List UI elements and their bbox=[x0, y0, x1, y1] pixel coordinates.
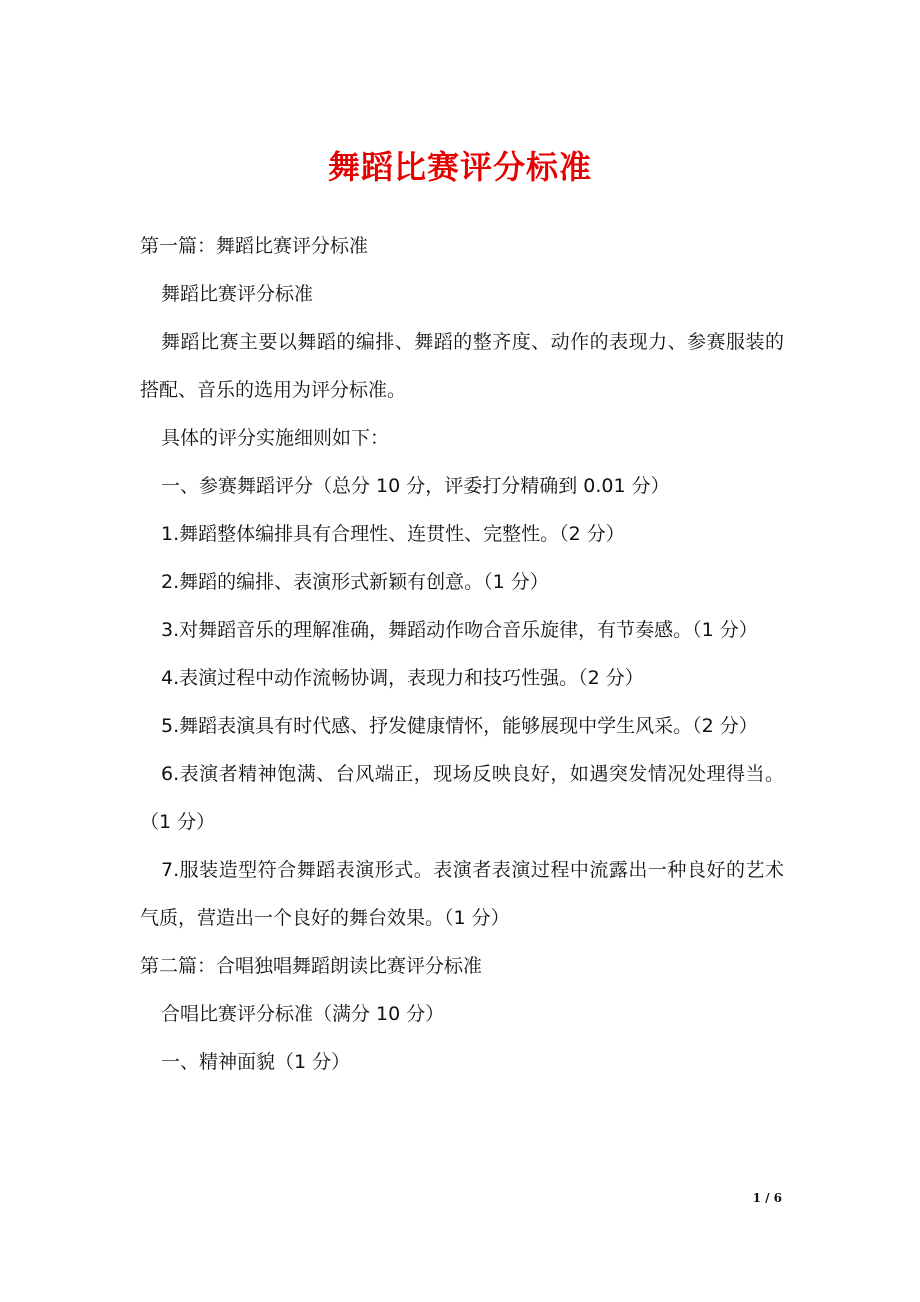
paragraph: 舞蹈比赛主要以舞蹈的编排、舞蹈的整齐度、动作的表现力、参赛服装的搭配、音乐的选用为评分标准。 bbox=[140, 331, 784, 401]
list-item: 4.表演过程中动作流畅协调，表现力和技巧性强。（2 分） bbox=[161, 667, 644, 689]
list-item: 1.舞蹈整体编排具有合理性、连贯性、完整性。（2 分） bbox=[161, 523, 625, 545]
paragraph: 一、参赛舞蹈评分（总分 10 分，评委打分精确到 0.01 分） bbox=[161, 475, 670, 497]
paragraph: 合唱比赛评分标准（满分 10 分） bbox=[161, 1003, 445, 1025]
paragraph: 舞蹈比赛评分标准 bbox=[161, 283, 314, 305]
document-body bbox=[140, 222, 784, 1086]
list-item: 7.服装造型符合舞蹈表演形式。表演者表演过程中流露出一种良好的艺术气质，营造出一个良好的舞台效果。（1 分） bbox=[140, 859, 784, 929]
section-heading: 第二篇：合唱独唱舞蹈朗读比赛评分标准 bbox=[140, 955, 483, 977]
paragraph: 具体的评分实施细则如下： bbox=[161, 427, 390, 449]
list-item: 3.对舞蹈音乐的理解准确，舞蹈动作吻合音乐旋律，有节奏感。（1 分） bbox=[161, 619, 758, 641]
section-heading: 第一篇：舞蹈比赛评分标准 bbox=[140, 235, 369, 257]
list-item: 6.表演者精神饱满、台风端正，现场反映良好，如遇突发情况处理得当。（1 分） bbox=[140, 763, 784, 833]
document-title: 舞蹈比赛评分标准 bbox=[327, 148, 592, 186]
list-item: 2.舞蹈的编排、表演形式新颖有创意。（1 分） bbox=[161, 571, 549, 593]
page-number: 1 / 6 bbox=[752, 1191, 782, 1205]
list-item: 5.舞蹈表演具有时代感、抒发健康情怀，能够展现中学生风采。（2 分） bbox=[161, 715, 758, 737]
paragraph: 一、精神面貌（1 分） bbox=[161, 1051, 351, 1073]
